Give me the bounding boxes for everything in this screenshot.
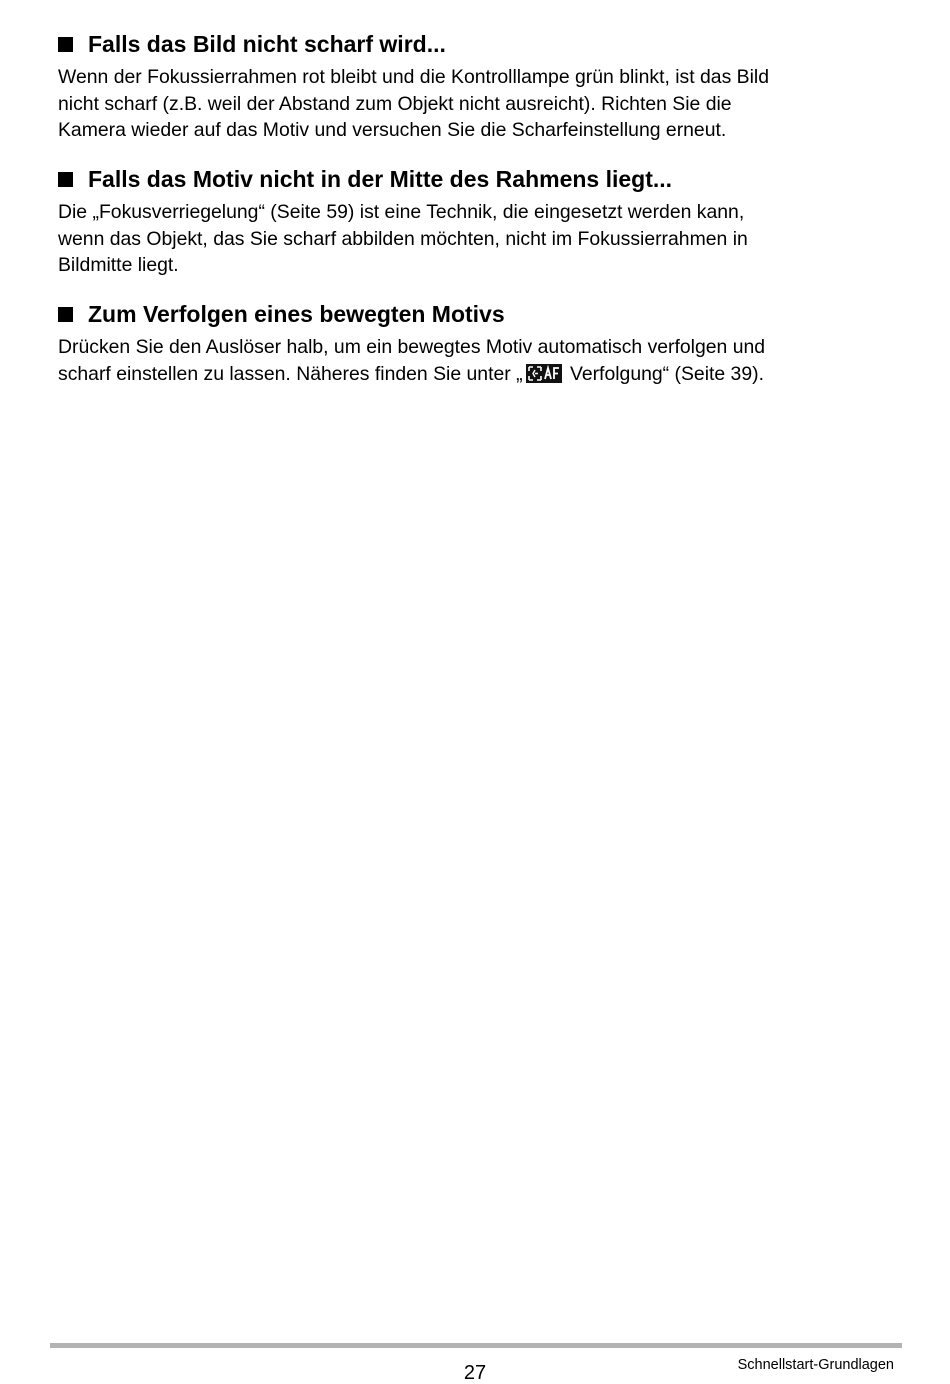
square-bullet-icon <box>58 172 73 187</box>
footer-divider <box>50 1343 902 1348</box>
section-heading-text: Falls das Bild nicht scharf wird... <box>88 31 446 57</box>
section-heading-text: Falls das Motiv nicht in der Mitte des Rahmens liegt... <box>88 166 673 192</box>
paragraph-line-start: scharf einstellen zu lassen. Näheres finden Sie unter „ <box>58 362 523 385</box>
section-heading <box>58 165 898 193</box>
tracking-af-icon <box>526 364 562 383</box>
paragraph-line: Bildmitte liegt. <box>58 254 179 276</box>
section-bewegtes-motiv <box>58 300 898 387</box>
footer-section-label: Schnellstart-Grundlagen <box>737 1357 894 1373</box>
section-heading-text: Zum Verfolgen eines bewegten Motivs <box>88 301 505 327</box>
paragraph-line: Kamera wieder auf das Motiv und versuchen Sie die Scharfeinstellung erneut. <box>58 119 727 141</box>
square-bullet-icon <box>58 307 73 322</box>
section-heading <box>58 30 898 58</box>
paragraph-line: Wenn der Fokussierrahmen rot bleibt und die Kontrolllampe grün blinkt, ist das Bild <box>58 66 769 88</box>
paragraph-line: Drücken Sie den Auslöser halb, um ein bewegtes Motiv automatisch verfolgen und <box>58 336 766 358</box>
paragraph-line-end: Verfolgung“ (Seite 39). <box>564 362 764 385</box>
paragraph-line: Die „Fokusverriegelung“ (Seite 59) ist eine Technik, die eingesetzt werden kann, <box>58 201 745 223</box>
square-bullet-icon <box>58 37 73 52</box>
section-paragraph <box>58 64 898 144</box>
section-bild-nicht-scharf <box>58 30 898 144</box>
section-heading <box>58 300 898 328</box>
paragraph-line: nicht scharf (z.B. weil der Abstand zum Objekt nicht ausreicht). Richten Sie die <box>58 92 732 115</box>
section-paragraph <box>58 334 898 387</box>
paragraph-line: wenn das Objekt, das Sie scharf abbilden möchten, nicht im Fokussierrahmen in <box>58 227 748 250</box>
section-motiv-nicht-mitte <box>58 165 898 279</box>
section-paragraph <box>58 199 898 279</box>
page-number: 27 <box>463 1362 487 1384</box>
